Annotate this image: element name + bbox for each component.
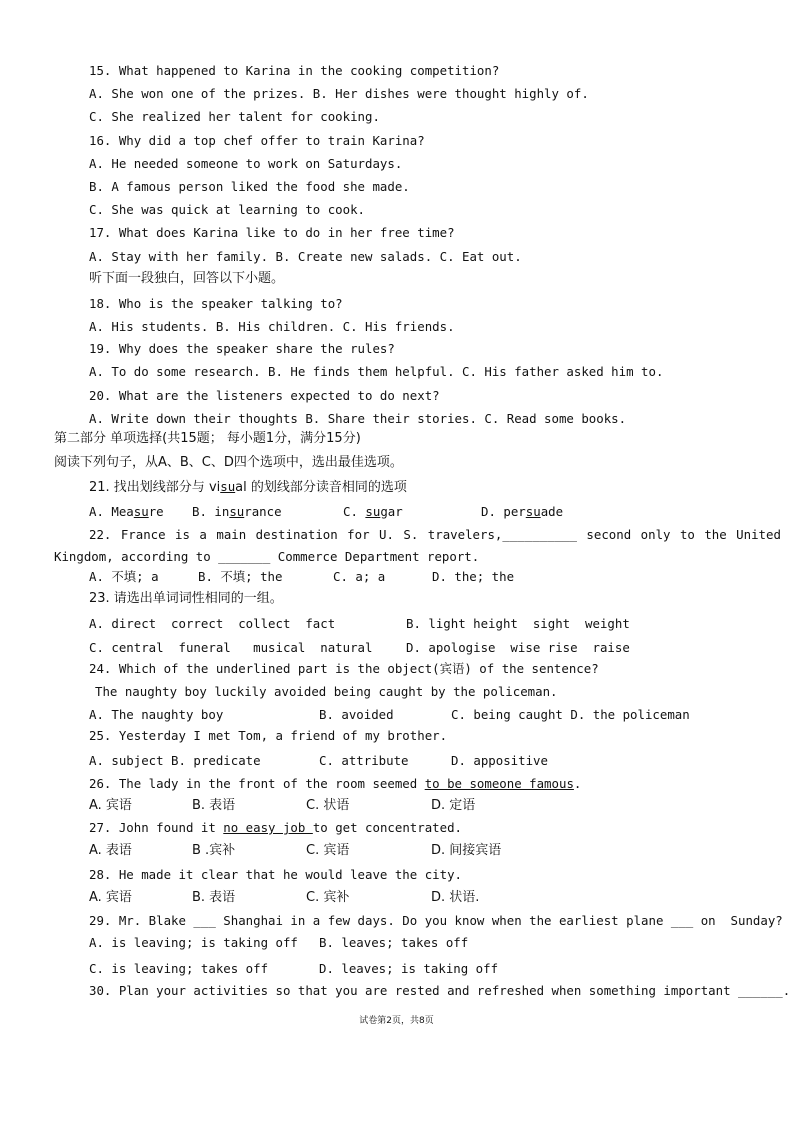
q21-option-d: D. persuade: [481, 504, 564, 519]
q26-option-b: B. 表语: [192, 798, 236, 813]
q19-options: A. To do some research. B. He finds them helpful. C. His father asked him to.: [89, 364, 664, 379]
q27-option-b: B .宾补: [192, 843, 236, 858]
q23-stem: 23. 请选出单词词性相同的一组。: [89, 591, 283, 606]
q26-stem: 26. The lady in the front of the room seemed to be someone famous.: [89, 776, 582, 791]
q22-option-c: C. a; a: [333, 569, 386, 584]
q20-stem: 20. What are the listeners expected to do next?: [89, 388, 440, 403]
q23-option-d: D. apologise wise rise raise: [406, 640, 630, 655]
q22-stem-line1: 22. France is a main destination for U. S. travelers,__________ second only to the United: [89, 527, 781, 542]
q28-option-c: C. 宾补: [306, 890, 350, 905]
q27-option-a: A. 表语: [89, 843, 132, 858]
q27-stem: 27. John found it no easy job to get concentrated.: [89, 820, 463, 835]
q24-sentence: The naughty boy luckily avoided being caught by the policeman.: [95, 684, 558, 699]
q18-stem: 18. Who is the speaker talking to?: [89, 296, 343, 311]
q26-underlined: to be someone famous: [424, 776, 574, 791]
q29-option-d: D. leaves; is taking off: [319, 961, 499, 976]
q15-option-c: C. She realized her talent for cooking.: [89, 109, 380, 124]
q16-stem: 16. Why did a top chef offer to train Karina?: [89, 133, 425, 148]
q27-option-d: D. 间接宾语: [431, 843, 502, 858]
q30-stem: 30. Plan your activities so that you are rested and refreshed when something important ______.: [89, 983, 791, 998]
q26-option-a: A. 宾语: [89, 798, 132, 813]
q21-stem-suffix: al 的划线部分读音相同的选项: [235, 480, 407, 495]
part2-instruction: 阅读下列句子，从A、B、C、D四个选项中，选出最佳选项。: [54, 455, 403, 470]
q29-stem: 29. Mr. Blake ___ Shanghai in a few days. Do you know when the earliest plane ___ on Sunday?: [89, 913, 783, 928]
q21-stem-underlined: su: [220, 479, 236, 494]
q26-option-c: C. 状语: [306, 798, 350, 813]
q17-stem: 17. What does Karina like to do in her free time?: [89, 225, 455, 240]
q23-option-c: C. central funeral musical natural: [89, 640, 373, 655]
q24-stem: 24. Which of the underlined part is the object(宾语) of the sentence?: [89, 661, 599, 676]
listening-instruction: 听下面一段独白，回答以下小题。: [89, 271, 285, 286]
q18-options: A. His students. B. His children. C. His friends.: [89, 319, 455, 334]
q27-option-c: C. 宾语: [306, 843, 350, 858]
q29-option-a: A. is leaving; is taking off: [89, 935, 298, 950]
q20-options: A. Write down their thoughts B. Share their stories. C. Read some books.: [89, 411, 627, 426]
q19-stem: 19. Why does the speaker share the rules?: [89, 341, 395, 356]
q21-stem-prefix: 21. 找出划线部分与 vi: [89, 480, 221, 495]
q25-option-c: C. attribute: [319, 753, 409, 768]
q28-stem: 28. He made it clear that he would leave the city.: [89, 867, 462, 882]
q24-option-b: B. avoided: [319, 707, 394, 722]
q22-option-a: A. 不填; a: [89, 569, 159, 584]
q29-option-c: C. is leaving; takes off: [89, 961, 269, 976]
q28-option-a: A. 宾语: [89, 890, 132, 905]
q25-stem: 25. Yesterday I met Tom, a friend of my brother.: [89, 728, 448, 743]
q21-option-c: C. sugar: [343, 504, 403, 519]
q29-option-b: B. leaves; takes off: [319, 935, 469, 950]
q16-option-c: C. She was quick at learning to cook.: [89, 202, 366, 217]
q21-option-a: A. Measure: [89, 504, 164, 519]
q17-options: A. Stay with her family. B. Create new salads. C. Eat out.: [89, 249, 522, 264]
q16-option-b: B. A famous person liked the food she made.: [89, 179, 410, 194]
q15-stem: 15. What happened to Karina in the cooking competition?: [89, 63, 500, 78]
q22-stem-line2: Kingdom, according to _______ Commerce Department report.: [54, 549, 480, 564]
page-footer: 试卷第2页，共8页: [359, 1016, 434, 1026]
q24-option-a: A. The naughty boy: [89, 707, 224, 722]
q28-option-d: D. 状语.: [431, 890, 480, 905]
q27-underlined: no easy job: [223, 820, 313, 835]
q25-options-ab: A. subject B. predicate: [89, 753, 261, 768]
q22-option-d: D. the; the: [432, 569, 515, 584]
q15-options-ab: A. She won one of the prizes. B. Her dishes were thought highly of.: [89, 86, 589, 101]
q23-option-a: A. direct correct collect fact: [89, 616, 336, 631]
q28-option-b: B. 表语: [192, 890, 236, 905]
q16-option-a: A. He needed someone to work on Saturdays.: [89, 156, 403, 171]
q26-option-d: D. 定语: [431, 798, 476, 813]
q21-stem: [89, 480, 407, 495]
q22-option-b: B. 不填; the: [198, 569, 283, 584]
part2-heading: 第二部分 单项选择(共15题； 每小题1分，满分15分): [54, 431, 361, 446]
q25-option-d: D. appositive: [451, 753, 548, 768]
q24-options-cd: C. being caught D. the policeman: [451, 707, 690, 722]
q21-option-b: B. insurance: [192, 504, 282, 519]
q23-option-b: B. light height sight weight: [406, 616, 630, 631]
